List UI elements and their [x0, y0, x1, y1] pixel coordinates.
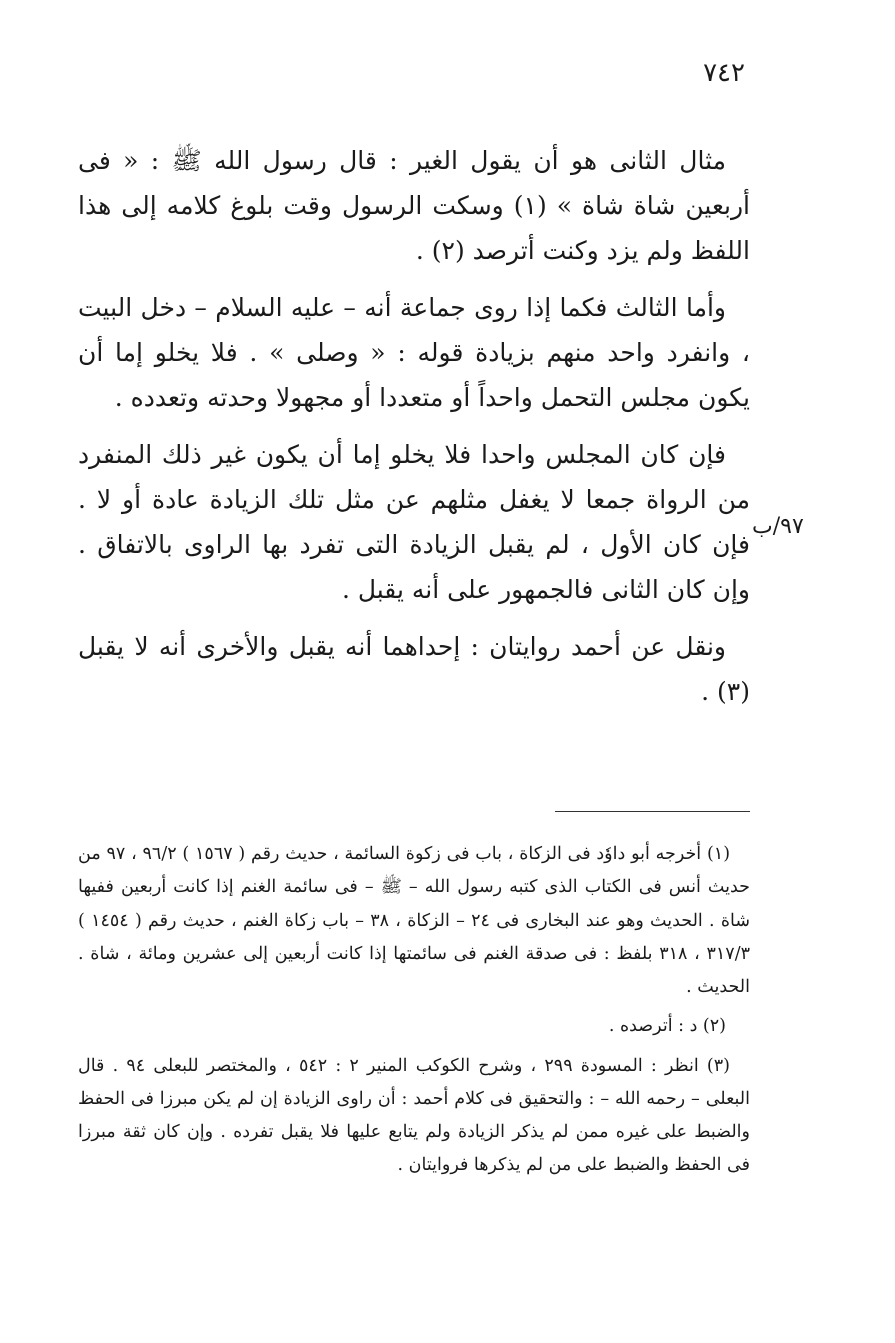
main-text	[78, 138, 750, 726]
manuscript-folio-marker: ٩٧/ب	[752, 514, 804, 539]
page-number: ٧٤٢	[703, 58, 745, 88]
paragraph: فإن كان المجلس واحدا فلا يخلو إما أن يكون غير ذلك المنفرد من الرواة جمعا لا يغفل مثلهم عن مثل تلك الزيادة عادة أو لا . فإن كان الأول ، لم يقبل الزيادة التى تفرد بها الراوى بالاتفاق . وإن كان الثانى فالجمهور على أنه يقبل .	[78, 440, 750, 604]
paragraph: ونقل عن أحمد روايتان : إحداهما أنه يقبل والأخرى أنه لا يقبل (٣) .	[78, 632, 750, 706]
footnote: (٣) انظر : المسودة ٢٩٩ ، وشرح الكوكب المنير ٢ : ٥٤٢ ، والمختصر للبعلى ٩٤ . قال البعلى – رحمه الله – : والتحقيق فى كلام أحمد : أن راوى الزيادة إن لم يكن مبرزا فى الحفظ والضبط على غيره ممن لم يذكر الزيادة ولم يتابع عليها فلا يقبل تفرده . وإن كان ثقة مبرزا فى الحفظ والضبط على من لم يذكرها فروايتان .	[78, 1055, 750, 1176]
paragraph: وأما الثالث فكما إذا روى جماعة أنه – عليه السلام – دخل البيت ، وانفرد واحد منهم بزيادة قوله : « وصلى » . فلا يخلو إما أن يكون مجلس التحمل واحداً أو متعددا أو مجهولا وحدته وتعدده .	[78, 293, 750, 412]
paragraph: مثال الثانى هو أن يقول الغير : قال رسول الله ﷺ : « فى أربعين شاة شاة » (١) وسكت الرسول وقت بلوغ كلامه إلى هذا اللفظ ولم يزد وكنت أترصد (٢) .	[78, 146, 750, 265]
footnote: (١) أخرجه أبو داوٗد فى الزكاة ، باب فى زكوة السائمة ، حديث رقم ( ١٥٦٧ ) ٩٦/٢ ، ٩٧ من حديث أنس فى الكتاب الذى كتبه رسول الله – ﷺ – فى سائمة الغنم إذا كانت أربعين ففيها شاة . الحديث وهو عند البخارى فى ٢٤ – الزكاة ، ٣٨ – باب زكاة الغنم ، حديث رقم ( ١٤٥٤ ) ٣١٧/٣ ، ٣١٨ بلفظ : فى صدقة الغنم فى سائمتها إذا كانت أربعين إلى عشرين ومائة ، شاة . الحديث .	[78, 844, 750, 997]
footnote: (٢) د : أترصده .	[608, 1016, 726, 1037]
footnote-divider	[555, 811, 750, 812]
footnotes	[78, 838, 750, 1189]
